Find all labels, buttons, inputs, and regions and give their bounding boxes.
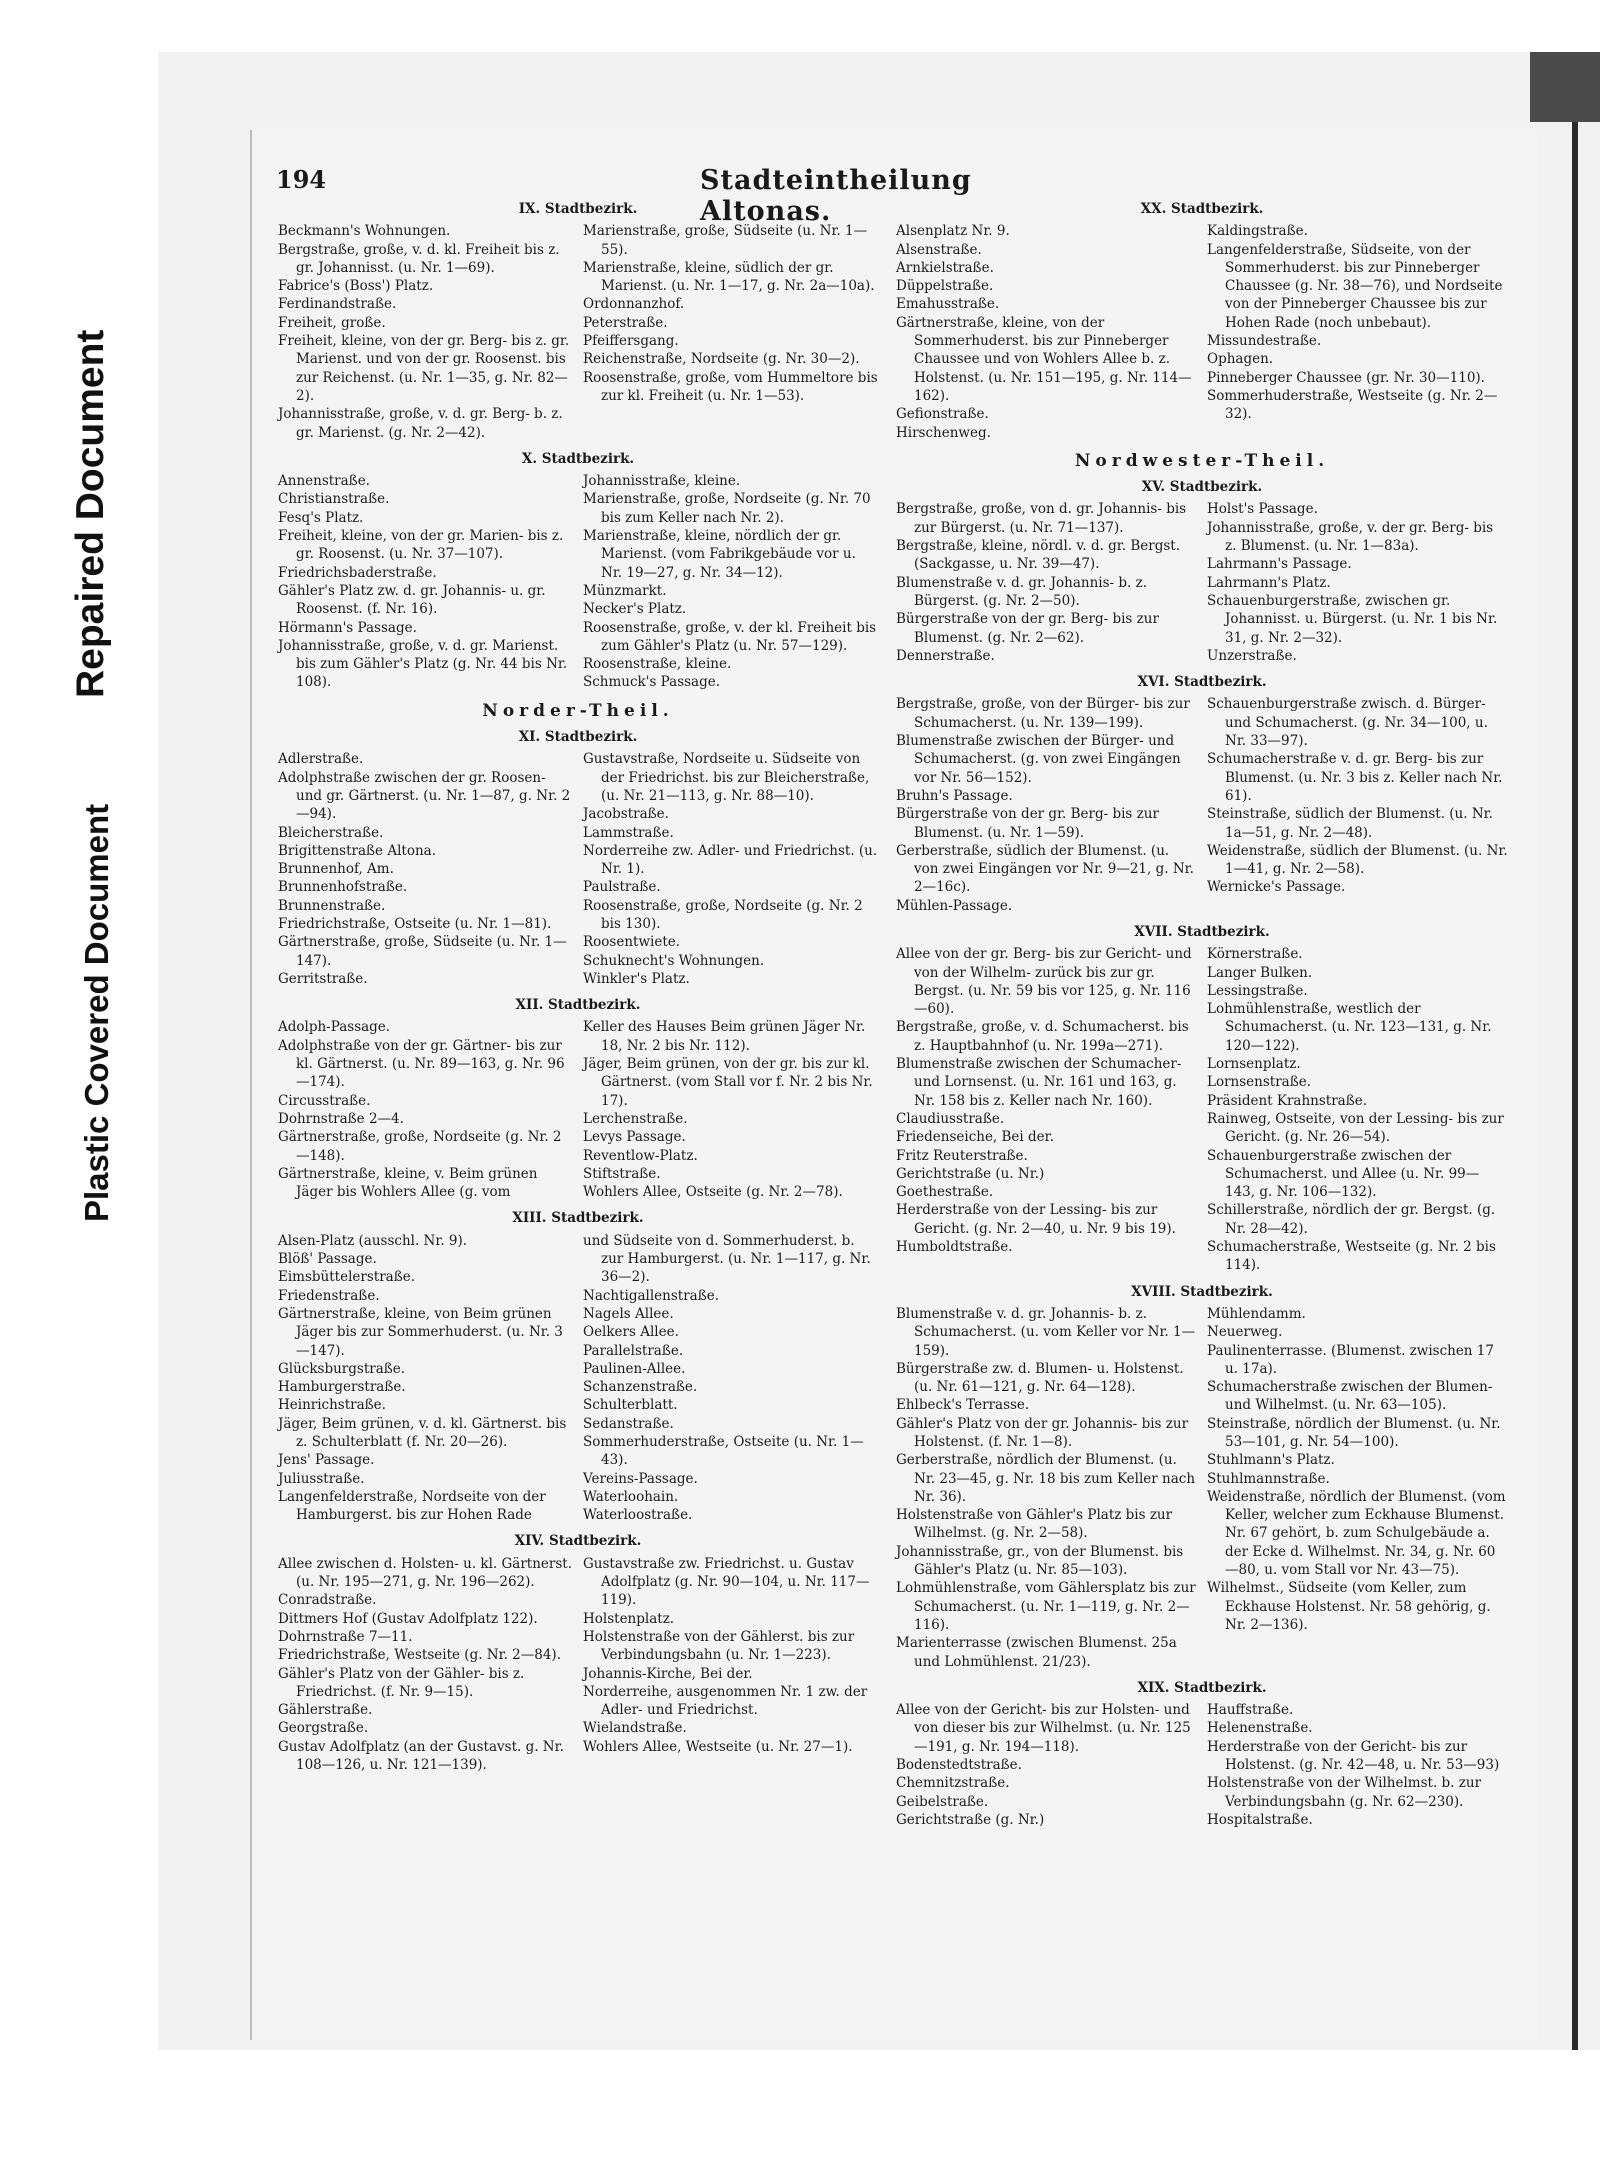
street-entry: Weidenstraße, südlich der Blumenst. (u. Nr. 1—41, g. Nr. 2—58). [1207, 842, 1508, 878]
street-entry: Gärtnerstraße, kleine, von Beim grünen Jäger bis zur Sommerhuderst. (u. Nr. 3—147). [278, 1305, 563, 1359]
street-entry: Lahrmann's Platz. [1207, 574, 1331, 591]
street-entry: Paulinen-Allee. [583, 1360, 686, 1377]
street-entry: Gerberstraße, südlich der Blumenst. (u. von zwei Eingängen vor Nr. 9—21, g. Nr. 2—16c). [896, 842, 1194, 896]
street-entry: Roosenstraße, große, v. der kl. Freiheit bis zum Gähler's Platz (u. Nr. 57—129). [583, 619, 877, 654]
street-entry: Bergstraße, große, von d. gr. Johannis- bis zur Bürgerst. (u. Nr. 71—137). [896, 501, 1187, 536]
running-head: Stadteintheilung Altonas. [700, 165, 972, 227]
label-sidebar [0, 0, 158, 2177]
street-entry: Bergstraße, große, v. d. kl. Freiheit bis z. gr. Johannisst. (u. Nr. 1—69). [278, 241, 560, 276]
street-entry: Bürgerstraße zw. d. Blumen- u. Holstenst. (u. Nr. 61—121, g. Nr. 64—128). [896, 1360, 1184, 1396]
street-entry: Lessingstraße. [1207, 982, 1308, 999]
street-entry: Münzmarkt. [583, 582, 667, 599]
street-entry: Lornsenstraße. [1207, 1074, 1312, 1091]
street-entry: Gerichtstraße (u. Nr.) [896, 1165, 1045, 1182]
street-entry: Friedrichstraße, Ostseite (u. Nr. 1—81). [278, 915, 552, 932]
street-entry: Roosenstraße, kleine. [583, 656, 732, 673]
street-entry: Johannisstraße, große, v. der gr. Berg- bis z. Blumenst. (u. Nr. 1—83a). [1207, 519, 1494, 555]
street-entry: Bürgerstraße von der gr. Berg- bis zur Blumenst. (g. Nr. 2—62). [896, 611, 1159, 646]
entry-column-right [1207, 945, 1508, 1274]
street-entry: Heinrichstraße. [278, 1397, 386, 1414]
street-entry: Schanzenstraße. [583, 1379, 698, 1396]
street-entry: Herderstraße von der Gericht- bis zur Holstenst. (g. Nr. 42—48, u. Nr. 53—93) [1207, 1738, 1500, 1774]
street-entry: Bodenstedtstraße. [896, 1757, 1022, 1774]
street-entry: Schulterblatt. [583, 1397, 678, 1414]
street-entry: Gärtnerstraße, kleine, v. Beim grünen Jäger bis Wohlers Allee (g. vom [278, 1165, 538, 1201]
street-entry: Jacobstraße. [583, 806, 669, 823]
street-entry: Reventlow-Platz. [583, 1147, 698, 1164]
section-entries [896, 1701, 1508, 1829]
street-entry: Friedenstraße. [278, 1287, 380, 1304]
street-entry: Juliusstraße. [278, 1470, 365, 1487]
street-entry: und Südseite von d. Sommerhuderst. b. zur Hamburgerst. (u. Nr. 1—117, g. Nr. 36—2). [583, 1232, 871, 1286]
section [278, 450, 878, 692]
street-entry: Dohrnstraße 7—11. [278, 1628, 413, 1645]
street-entry: Johannisstraße, große, v. d. gr. Berg- b. z. gr. Marienst. (g. Nr. 2—42). [278, 406, 563, 441]
street-entry: Jäger, Beim grünen, von der gr. bis zur kl. Gärtnerst. (vom Stall vor f. Nr. 2 bis Nr. 17). [583, 1056, 873, 1109]
street-entry: Düppelstraße. [896, 278, 994, 295]
section-entries [896, 500, 1508, 665]
street-entry: Georgstraße. [278, 1720, 369, 1737]
street-entry: Wohlers Allee, Ostseite (g. Nr. 2—78). [583, 1184, 843, 1201]
street-entry: Gerritstraße. [278, 970, 368, 987]
street-entry: Johannis-Kirche, Bei der. [583, 1665, 753, 1682]
street-entry: Präsident Krahnstraße. [1207, 1092, 1368, 1109]
street-entry: Friedenseiche, Bei der. [896, 1129, 1054, 1146]
street-entry: Schauenburgerstraße, zwischen gr. Johannisst. u. Bürgerst. (u. Nr. 1 bis Nr. 31, g. Nr. 2—32). [1207, 592, 1498, 646]
street-entry: Adolph-Passage. [278, 1019, 391, 1036]
section [896, 923, 1508, 1275]
street-entry: Ophagen. [1207, 351, 1274, 368]
street-entry: Langenfelderstraße, Südseite, von der Sommerhuderst. bis zur Pinneberger Chaussee (g. Nr. 38—76), und Nordseite von der Pinneberger Chaussee bis zur Hohen Rade (noch unbebaut). [1207, 241, 1503, 331]
section-entries [896, 222, 1508, 442]
section [896, 1679, 1508, 1829]
street-entry: Bürgerstraße von der gr. Berg- bis zur Blumenst. (u. Nr. 1—59). [896, 806, 1159, 841]
section-title: IX. Stadtbezirk. [518, 201, 638, 217]
street-entry: Gefionstraße. [896, 406, 989, 423]
street-entry: Circusstraße. [278, 1092, 371, 1109]
section-entries [278, 750, 878, 988]
entry-column-left [896, 945, 1197, 1274]
entry-column-left [896, 1701, 1197, 1829]
street-entry: Lohmühlenstraße, vom Gählersplatz bis zur Schumacherst. (u. Nr. 1—119, g. Nr. 2—116). [896, 1580, 1196, 1633]
section-entries [278, 472, 878, 692]
street-entry: Blumenstraße zwischen der Schumacher- und Lornsenst. (u. Nr. 161 und 163, g. Nr. 158 bis z. Keller nach Nr. 160). [896, 1056, 1182, 1109]
street-entry: Freiheit, kleine, von der gr. Marien- bis z. gr. Roosenst. (u. Nr. 37—107). [278, 528, 564, 563]
street-entry: Holst's Passage. [1207, 501, 1318, 518]
entry-column-right [583, 1555, 878, 1775]
street-entry: Fesq's Platz. [278, 509, 364, 526]
street-entry: Blumenstraße v. d. gr. Johannis- b. z. Schumacherst. (u. vom Keller vor Nr. 1—159). [896, 1305, 1196, 1359]
entry-column-left [278, 1018, 573, 1201]
street-entry: Allee von der Gericht- bis zur Holsten- und von dieser bis zur Wilhelmst. (u. Nr. 125—191, g. Nr. 194—118). [896, 1702, 1191, 1755]
street-entry: Holstenplatz. [583, 1610, 675, 1627]
scan-corner [1530, 52, 1600, 122]
street-entry: Mühlendamm. [1207, 1305, 1306, 1322]
street-entry: Johannisstraße, gr., von der Blumenst. bis Gähler's Platz (u. Nr. 85—103). [896, 1543, 1184, 1579]
section [896, 673, 1508, 915]
street-entry: Neuerweg. [1207, 1324, 1283, 1341]
street-entry: Blöß' Passage. [278, 1251, 377, 1268]
street-entry: Roosentwiete. [583, 934, 681, 951]
page-edge [1572, 122, 1578, 2050]
section-title: XIII. Stadtbezirk. [512, 1210, 644, 1227]
street-entry: Steinstraße, südlich der Blumenst. (u. Nr. 1a—51, g. Nr. 2—48). [1207, 806, 1493, 841]
entry-column-left [278, 472, 573, 692]
street-entry: Hauffstraße. [1207, 1702, 1294, 1719]
street-entry: Langer Bulken. [1207, 964, 1313, 981]
section-title: XV. Stadtbezirk. [1141, 479, 1263, 496]
street-entry: Schauenburgerstraße zwischen der Schumacherst. und Allee (u. Nr. 99—143, g. Nr. 106—132). [1207, 1147, 1480, 1201]
street-entry: Gustavstraße, Nordseite u. Südseite von der Friedrichst. bis zur Bleicherstraße, (u. Nr. 21—113, g. Nr. 88—10). [583, 751, 870, 804]
street-entry: Stiftstraße. [583, 1165, 661, 1182]
entry-column-right [1207, 1701, 1508, 1829]
entry-column-left [896, 1305, 1197, 1671]
street-entry: Winkler's Platz. [583, 970, 690, 987]
street-entry: Gärtnerstraße, große, Südseite (u. Nr. 1—147). [278, 934, 567, 969]
section-entries [278, 222, 878, 442]
street-entry: Lahrmann's Passage. [1207, 556, 1352, 573]
street-entry: Stuhlmannstraße. [1207, 1470, 1330, 1487]
street-entry: Paulstraße. [583, 879, 661, 896]
street-entry: Norderreihe zw. Adler- und Friedrichst. (u. Nr. 1). [583, 842, 878, 878]
street-entry: Schauenburgerstraße zwisch. d. Bürger- und Schumacherst. (g. Nr. 34—100, u. Nr. 33—97). [1207, 696, 1488, 750]
street-entry: Freiheit, kleine, von der gr. Berg- bis z. gr. Marienst. und von der gr. Roosenst. bis zur Reichenst. (u. Nr. 1—35, g. Nr. 82—2). [278, 333, 570, 404]
street-entry: Parallelstraße. [583, 1342, 684, 1359]
street-entry: Hirschenweg. [896, 424, 991, 441]
street-entry: Norderreihe, ausgenommen Nr. 1 zw. der Adler- und Friedrichst. [583, 1683, 868, 1719]
street-entry: Adolphstraße zwischen der gr. Roosen- und gr. Gärtnerst. (u. Nr. 1—87, g. Nr. 2—94). [278, 769, 571, 823]
street-entry: Schumacherstraße zwischen der Blumen- und Wilhelmst. (u. Nr. 63—105). [1207, 1379, 1493, 1414]
street-entry: Dennerstraße. [896, 647, 995, 664]
street-entry: Wielandstraße. [583, 1720, 687, 1737]
street-entry: Brigittenstraße Altona. [278, 842, 436, 859]
section-entries [278, 1555, 878, 1775]
street-entry: Helenenstraße. [1207, 1720, 1313, 1737]
street-entry: Glücksburgstraße. [278, 1360, 406, 1377]
street-entry: Hörmann's Passage. [278, 619, 417, 636]
section [278, 200, 878, 442]
street-entry: Brunnenhofstraße. [278, 879, 408, 896]
street-entry: Hospitalstraße. [1207, 1811, 1313, 1828]
entry-column-left [278, 1232, 573, 1525]
street-entry: Holstenstraße von der Gählerst. bis zur Verbindungsbahn (u. Nr. 1—223). [583, 1628, 855, 1664]
street-entry: Friedrichsbaderstraße. [278, 564, 437, 581]
street-entry: Conradstraße. [278, 1592, 377, 1609]
street-entry: Schmuck's Passage. [583, 674, 721, 691]
column-right [896, 192, 1508, 1829]
entry-column-right [583, 750, 878, 988]
street-entry: Bergstraße, große, v. d. Schumacherst. bis z. Hauptbahnhof (u. Nr. 199a—271). [896, 1019, 1189, 1054]
street-entry: Bleicherstraße. [278, 824, 384, 841]
street-entry: Herderstraße von der Lessing- bis zur Gericht. (g. Nr. 2—40, u. Nr. 9 bis 19). [896, 1202, 1176, 1237]
section-title: XVIII. Stadtbezirk. [1131, 1283, 1273, 1300]
section [896, 200, 1508, 442]
street-entry: Marienstraße, kleine, nördlich der gr. Marienst. (vom Fabrikgebäude vor u. Nr. 19—27, g. Nr. 34—12). [583, 528, 856, 581]
section [896, 478, 1508, 665]
street-entry: Bergstraße, große, von der Bürger- bis zur Schumacherst. (u. Nr. 139—199). [896, 696, 1190, 731]
street-entry: Annenstraße. [278, 473, 370, 490]
street-entry: Waterloostraße. [583, 1507, 693, 1524]
entry-column-right [1207, 695, 1508, 915]
street-entry: Lohmühlenstraße, westlich der Schumacherst. (u. Nr. 123—131, g. Nr. 120—122). [1207, 1001, 1492, 1054]
street-entry: Bergstraße, kleine, nördl. v. d. gr. Bergst. (Sackgasse, u. Nr. 39—47). [896, 538, 1181, 573]
street-entry: Pinneberger Chaussee (gr. Nr. 30—110). [1207, 369, 1485, 386]
section-entries [896, 1305, 1508, 1671]
part-heading-norder: Norder-Theil. [482, 700, 674, 721]
street-entry: Chemnitzstraße. [896, 1775, 1010, 1792]
street-entry: Arnkielstraße. [896, 259, 994, 276]
street-entry: Wohlers Allee, Westseite (u. Nr. 27—1). [583, 1738, 853, 1755]
street-entry: Gärtnerstraße, kleine, von der Sommerhuderst. bis zur Pinneberger Chaussee und von Wohlers Allee b. z. Holstenst. (u. Nr. 151—195, g. Nr. 114—162). [896, 314, 1192, 404]
street-entry: Christianstraße. [278, 491, 390, 508]
entry-column-left [896, 695, 1197, 915]
section-title: XIV. Stadtbezirk. [514, 1533, 642, 1550]
section-title: XX. Stadtbezirk. [1140, 201, 1264, 217]
street-entry: Necker's Platz. [583, 601, 687, 618]
street-entry: Blumenstraße zwischen der Bürger- und Schumacherst. (g. von zwei Eingängen vor Nr. 56—152). [896, 733, 1181, 786]
entry-column-right [583, 222, 878, 442]
street-entry: Allee zwischen d. Holsten- u. kl. Gärtnerst. (u. Nr. 195—271, g. Nr. 196—262). [278, 1555, 572, 1591]
part-heading-nordwester: Nordwester-Theil. [1074, 450, 1330, 471]
street-entry: Wernicke's Passage. [1207, 879, 1346, 896]
street-entry: Gerberstraße, nördlich der Blumenst. (u. Nr. 23—45, g. Nr. 18 bis zum Keller nach Nr. 36). [896, 1452, 1196, 1505]
section-title: XI. Stadtbezirk. [518, 729, 638, 746]
street-entry: Beckmann's Wohnungen. [278, 223, 451, 240]
street-entry: Johannisstraße, große, v. d. gr. Marienst. bis zum Gähler's Platz (g. Nr. 44 bis Nr. 108). [278, 637, 568, 691]
street-entry: Langenfelderstraße, Nordseite von der Hamburgerst. bis zur Hohen Rade [278, 1488, 546, 1524]
plastic-covered-label: Plastic Covered Document [78, 803, 115, 1222]
street-entry: Adolphstraße von der gr. Gärtner- bis zur kl. Gärtnerst. (u. Nr. 89—163, g. Nr. 96—174). [278, 1037, 565, 1091]
street-entry: Oelkers Allee. [583, 1324, 679, 1341]
street-entry: Reichenstraße, Nordseite (g. Nr. 30—2). [583, 351, 860, 368]
street-entry: Sommerhuderstraße, Ostseite (u. Nr. 1—43). [583, 1434, 864, 1469]
entry-column-left [278, 1555, 573, 1775]
street-entry: Fabrice's (Boss') Platz. [278, 278, 434, 295]
entry-column-right [1207, 222, 1508, 442]
street-entry: Brunnenstraße. [278, 897, 386, 914]
street-entry: Gähler's Platz zw. d. gr. Johannis- u. gr. Roosenst. (f. Nr. 16). [278, 582, 546, 618]
street-entry: Dohrnstraße 2—4. [278, 1110, 404, 1127]
street-entry: Gärtnerstraße, große, Nordseite (g. Nr. 2—148). [278, 1129, 562, 1164]
street-entry: Blumenstraße v. d. gr. Johannis- b. z. Bürgerst. (g. Nr. 2—50). [896, 574, 1147, 609]
street-entry: Wilhelmst., Südseite (vom Keller, zum Eckhause Holstenst. Nr. 58 gehörig, g. Nr. 2—136). [1207, 1580, 1491, 1633]
street-entry: Sedanstraße. [583, 1415, 674, 1432]
section [278, 728, 878, 988]
street-entry: Missundestraße. [1207, 333, 1322, 350]
street-entry: Sommerhuderstraße, Westseite (g. Nr. 2—32). [1207, 387, 1498, 423]
section-entries [896, 945, 1508, 1274]
street-entry: Eimsbüttelerstraße. [278, 1269, 415, 1286]
street-entry: Unzerstraße. [1207, 647, 1297, 664]
street-entry: Dittmers Hof (Gustav Adolfplatz 122). [278, 1610, 538, 1627]
street-entry: Ferdinandstraße. [278, 296, 397, 313]
street-entry: Johannisstraße, kleine. [583, 473, 741, 490]
page-number: 194 [276, 165, 327, 194]
street-entry: Roosenstraße, große, vom Hummeltore bis zur kl. Freiheit (u. Nr. 1—53). [583, 369, 878, 404]
street-entry: Nagels Allee. [583, 1305, 674, 1322]
street-entry: Emahusstraße. [896, 296, 1000, 313]
entry-column-right [583, 472, 878, 692]
street-entry: Holstenstraße von Gähler's Platz bis zur Wilhelmst. (g. Nr. 2—58). [896, 1507, 1173, 1542]
entry-column-left [278, 222, 573, 442]
section-entries [278, 1232, 878, 1525]
street-entry: Marienstraße, kleine, südlich der gr. Marienst. (u. Nr. 1—17, g. Nr. 2a—10a). [583, 259, 875, 295]
street-entry: Steinstraße, nördlich der Blumenst. (u. Nr. 53—101, g. Nr. 54—100). [1207, 1415, 1501, 1450]
street-entry: Alsen-Platz (ausschl. Nr. 9). [278, 1232, 468, 1249]
street-entry: Marienstraße, große, Südseite (u. Nr. 1—55). [583, 223, 868, 258]
street-entry: Körnerstraße. [1207, 946, 1303, 963]
street-entry: Lerchenstraße. [583, 1110, 688, 1127]
section-title: XIX. Stadtbezirk. [1137, 1679, 1267, 1696]
street-entry: Vereins-Passage. [583, 1470, 698, 1487]
street-entry: Ehlbeck's Terrasse. [896, 1397, 1030, 1414]
section [278, 1532, 878, 1774]
street-entry: Keller des Hauses Beim grünen Jäger Nr. 18, Nr. 2 bis Nr. 112). [583, 1019, 866, 1054]
street-entry: Lornsenplatz. [1207, 1056, 1301, 1073]
section-title: XVI. Stadtbezirk. [1137, 674, 1267, 691]
street-entry: Gustav Adolfplatz (an der Gustavst. g. Nr. 108—126, u. Nr. 121—139). [278, 1738, 564, 1774]
column-left [278, 192, 878, 1774]
section-entries [278, 1018, 878, 1201]
entry-column-right [1207, 500, 1508, 665]
street-entry: Mühlen-Passage. [896, 897, 1013, 914]
street-entry: Rainweg, Ostseite, von der Lessing- bis zur Gericht. (g. Nr. 26—54). [1207, 1110, 1504, 1146]
entry-column-right [583, 1232, 878, 1525]
street-entry: Ordonnanzhof. [583, 296, 685, 313]
street-entry: Fritz Reuterstraße. [896, 1147, 1028, 1164]
entry-column-right [1207, 1305, 1508, 1671]
street-entry: Goethestraße. [896, 1184, 994, 1201]
section-title: XII. Stadtbezirk. [515, 997, 641, 1014]
section [278, 996, 878, 1201]
street-entry: Hamburgerstraße. [278, 1379, 406, 1396]
street-entry: Marienstraße, große, Nordseite (g. Nr. 70 bis zum Keller nach Nr. 2). [583, 491, 871, 526]
street-entry: Gerichtstraße (g. Nr.) [896, 1811, 1045, 1828]
repaired-document-label: Repaired Document [69, 329, 112, 698]
street-entry: Peterstraße. [583, 314, 668, 331]
section-title: X. Stadtbezirk. [521, 450, 635, 467]
street-entry: Gählerstraße. [278, 1702, 373, 1719]
entry-column-left [896, 500, 1197, 665]
street-entry: Geibelstraße. [896, 1793, 989, 1810]
section [896, 1283, 1508, 1671]
street-entry: Jens' Passage. [278, 1452, 375, 1469]
entry-column-left [896, 222, 1197, 442]
street-entry: Humboldtstraße. [896, 1239, 1013, 1256]
street-entry: Schuknecht's Wohnungen. [583, 952, 765, 969]
street-entry: Jäger, Beim grünen, v. d. kl. Gärtnerst. bis z. Schulterblatt (f. Nr. 20—26). [278, 1415, 567, 1450]
street-entry: Paulinenterrasse. (Blumenst. zwischen 17 u. 17a). [1207, 1342, 1494, 1377]
street-entry: Levys Passage. [583, 1129, 686, 1146]
street-entry: Kaldingstraße. [1207, 223, 1308, 240]
street-entry: Waterloohain. [583, 1488, 679, 1505]
street-entry: Freiheit, große. [278, 314, 386, 331]
street-entry: Pfeiffersgang. [583, 333, 679, 350]
street-entry: Holstenstraße von der Wilhelmst. b. zur Verbindungsbahn (g. Nr. 62—230). [1207, 1775, 1482, 1810]
street-entry: Gähler's Platz von der Gähler- bis z. Friedrichst. (f. Nr. 9—15). [278, 1665, 525, 1700]
street-entry: Alsenplatz Nr. 9. [896, 223, 1010, 240]
street-entry: Nachtigallenstraße. [583, 1287, 720, 1304]
street-entry: Adlerstraße. [278, 751, 364, 768]
street-entry: Gähler's Platz von der gr. Johannis- bis zur Holstenst. (f. Nr. 1—8). [896, 1415, 1189, 1450]
street-entry: Schillerstraße, nördlich der gr. Bergst. (g. Nr. 28—42). [1207, 1202, 1496, 1237]
street-entry: Schumacherstraße v. d. gr. Berg- bis zur Blumenst. (u. Nr. 3 bis z. Keller nach Nr. 61). [1207, 751, 1503, 804]
street-entry: Weidenstraße, nördlich der Blumenst. (vom Keller, welcher zum Eckhause Blumenst. Nr. 67 gehört, b. zum Schulgebäude a. der Ecke d. Wilhelmst. Nr. 34, g. Nr. 60—80, u. vom Stall vor Nr. 43—75). [1207, 1488, 1506, 1579]
street-entry: Marienterrasse (zwischen Blumenst. 25a und Lohmühlenst. 21/23). [896, 1635, 1177, 1670]
street-entry: Lammstraße. [583, 824, 674, 841]
street-entry: Stuhlmann's Platz. [1207, 1452, 1335, 1469]
street-entry: Allee von der gr. Berg- bis zur Gericht- und von der Wilhelm- zurück bis zur gr. Bergst. (u. Nr. 59 bis vor 125, g. Nr. 116—60). [896, 946, 1192, 1018]
street-entry: Schumacherstraße, Westseite (g. Nr. 2 bis 114). [1207, 1239, 1496, 1274]
street-entry: Roosenstraße, große, Nordseite (g. Nr. 2 bis 130). [583, 897, 863, 932]
street-entry: Brunnenhof, Am. [278, 861, 394, 878]
street-entry: Alsenstraße. [896, 241, 982, 258]
section [278, 1209, 878, 1524]
street-entry: Claudiusstraße. [896, 1110, 1005, 1127]
section-entries [896, 695, 1508, 915]
section-title: XVII. Stadtbezirk. [1134, 923, 1270, 940]
entry-column-right [583, 1018, 878, 1201]
entry-column-left [278, 750, 573, 988]
street-entry: Bruhn's Passage. [896, 787, 1013, 804]
street-entry: Friedrichstraße, Westseite (g. Nr. 2—84). [278, 1647, 561, 1664]
street-entry: Gustavstraße zw. Friedrichst. u. Gustav Adolfplatz (g. Nr. 90—104, u. Nr. 117—119). [583, 1555, 870, 1609]
